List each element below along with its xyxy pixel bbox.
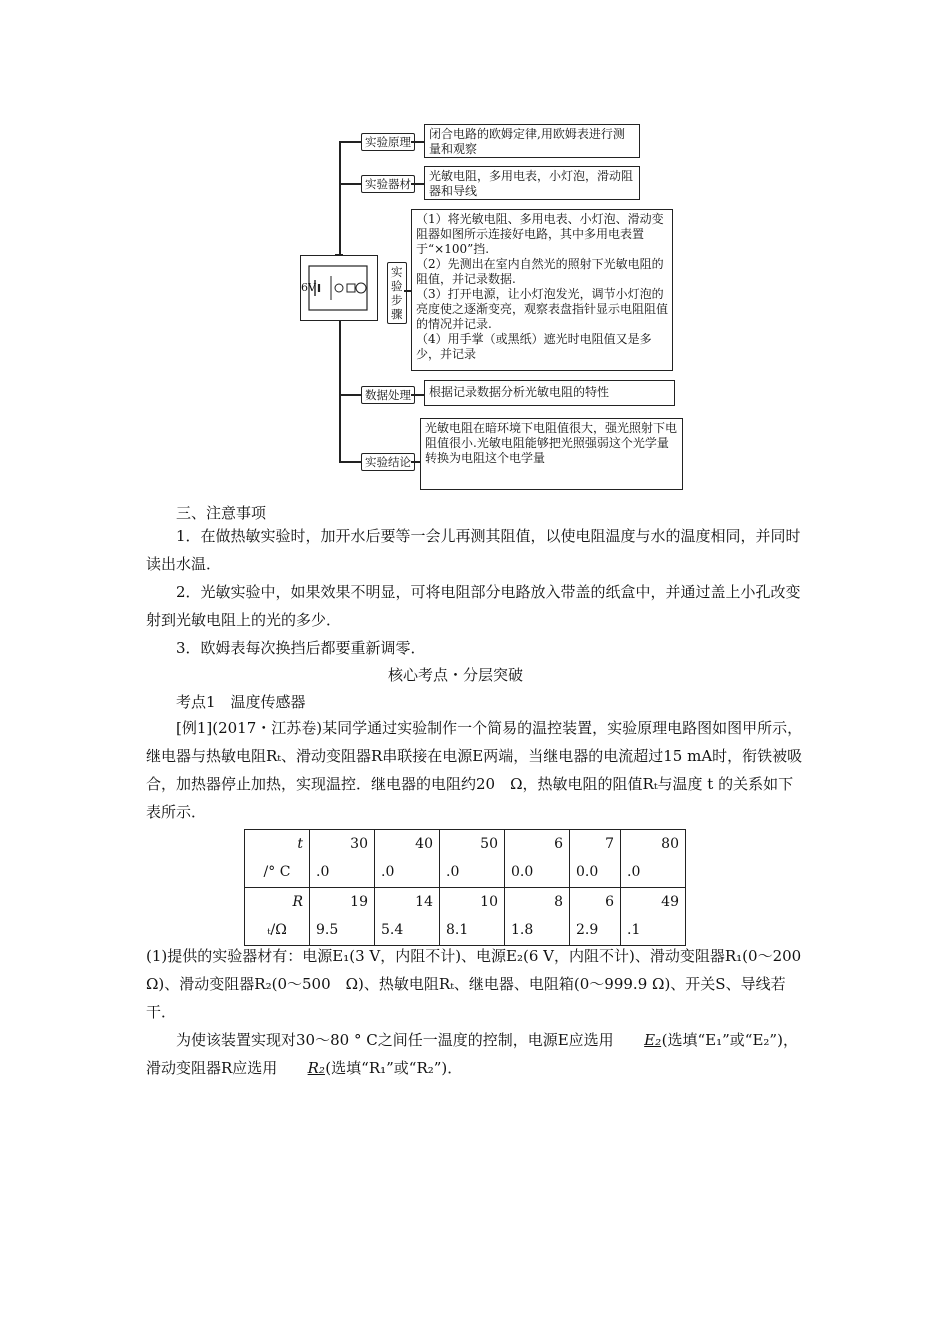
table-header-cell [245, 888, 310, 946]
connector-data [339, 394, 361, 396]
cell-bottom: 0.0 [511, 864, 534, 880]
cell-top: 40 [415, 836, 433, 852]
topic-heading: 考点1 温度传感器 [176, 693, 306, 711]
cell-top: 7 [605, 836, 614, 852]
cell-top: 50 [480, 836, 498, 852]
steps-label: 实验步骤 [387, 262, 407, 324]
table-cell [440, 888, 505, 946]
principle-box: 闭合电路的欧姆定律,用欧姆表进行测量和观察 [424, 124, 640, 158]
arrow-principle [411, 141, 424, 143]
cell-bottom: 8.1 [446, 922, 469, 938]
table-row [245, 830, 686, 888]
circuit-diagram [300, 255, 378, 321]
header-t: t [297, 836, 303, 852]
cell-top: 6 [554, 836, 563, 852]
header-t-unit: /° C [263, 864, 291, 880]
question-1: (1)提供的实验器材有：电源E₁(3 V，内阻不计)、电源E₂(6 V，内阻不计)、滑动变阻器R₁(0～200 Ω)、滑动变阻器R₂(0～500 Ω)、热敏电阻Rₜ、继电器、电阻箱(0～999.9 Ω)、开关S、导线若干． [146, 947, 817, 1021]
cell-top: 30 [350, 836, 368, 852]
notes-heading: 三、注意事项 [176, 504, 267, 522]
note-2: 2．光敏实验中，如果效果不明显，可将电阻部分电路放入带盖的纸盒中，并通过盖上小孔改变射到光敏电阻上的光的多少． [146, 583, 801, 629]
cell-top: 19 [350, 894, 368, 910]
table-cell [621, 888, 686, 946]
cell-bottom: 5.4 [381, 922, 404, 938]
cell-bottom: .0 [381, 864, 395, 880]
arrow-equipment [411, 183, 424, 185]
cell-bottom: .1 [627, 922, 641, 938]
table-cell [570, 830, 621, 888]
resistance-table [244, 829, 686, 946]
cell-top: 14 [415, 894, 433, 910]
q-text-b: (选填“E₁”或“E₂”)，滑动变阻器R应选用 [146, 1031, 798, 1077]
table-cell [375, 888, 440, 946]
table-cell [570, 888, 621, 946]
table-cell [440, 830, 505, 888]
step-3: （3）打开电源，让小灯泡发光，调节小灯泡的亮度使之逐渐变亮，观察表盘指针显示电阻阻值的情况并记录. [416, 287, 669, 331]
cell-top: 80 [661, 836, 679, 852]
cell-top: 49 [661, 894, 679, 910]
q-text-a: 为使该装置实现对30～80 ° C之间任一温度的控制，电源E应选用 [176, 1031, 614, 1049]
note-3: 3．欧姆表每次换挡后都要重新调零． [176, 639, 426, 657]
table-cell [505, 830, 570, 888]
cell-bottom: 1.8 [511, 922, 534, 938]
section-title: 核心考点・分层突破 [388, 666, 524, 684]
connector-conclusion [339, 461, 361, 463]
equipment-label: 实验器材 [361, 175, 415, 193]
step-4: （4）用手掌（或黑纸）遮光时电阻值又是多少，并记录 [416, 332, 652, 361]
example-text: [例1](2017・江苏卷)某同学通过实验制作一个简易的温控装置，实验原理电路图如图甲所示，继电器与热敏电阻Rₜ、滑动变阻器R串联接在电源E两端，当继电器的电流超过15 mA时，衔铁被吸合，加热器停止加热，实现温控．继电器的电阻约20 Ω，热敏电阻的阻值Rₜ与温度 t 的关系如下表所示． [146, 719, 803, 821]
cell-bottom: .0 [627, 864, 641, 880]
equipment-box: 光敏电阻，多用电表，小灯泡，滑动阻器和导线 [424, 166, 640, 200]
cell-bottom: .0 [446, 864, 460, 880]
step-2: （2）先测出在室内自然光的照射下光敏电阻的阻值，并记录数据. [416, 257, 664, 286]
step-1: （1）将光敏电阻、多用电表、小灯泡、滑动变阻器如图所示连接好电路，其中多用电表置于“×100”挡. [416, 212, 664, 256]
table-row [245, 888, 686, 946]
principle-label: 实验原理 [361, 133, 415, 151]
note-1: 1．在做热敏实验时，加开水后要等一会儿再测其阻值，以使电阻温度与水的温度相同，并同时读出水温． [146, 527, 801, 573]
table-cell [310, 888, 375, 946]
arrow-data [411, 394, 424, 396]
data-box: 根据记录数据分析光敏电阻的特性 [424, 380, 675, 406]
header-r: R [292, 894, 303, 910]
table-header-cell [245, 830, 310, 888]
cell-bottom: 2.9 [576, 922, 599, 938]
circuit-voltage: 6V [301, 281, 316, 294]
data-label: 数据处理 [361, 386, 415, 404]
table-cell [310, 830, 375, 888]
table-cell [505, 888, 570, 946]
cell-top: 10 [480, 894, 498, 910]
conclusion-box: 光敏电阻在暗环境下电阻值很大，强光照射下电阻值很小.光敏电阻能够把光照强弱这个光学量转换为电阻这个电学量 [420, 418, 683, 490]
cell-bottom: 0.0 [576, 864, 599, 880]
header-r-unit: ₜ/Ω [267, 922, 287, 938]
cell-top: 6 [605, 894, 614, 910]
question-1-choice [146, 1026, 806, 1082]
steps-box [411, 209, 673, 371]
cell-bottom: 9.5 [316, 922, 339, 938]
cell-top: 8 [554, 894, 563, 910]
table-cell [375, 830, 440, 888]
answer-power-source: E₂ [644, 1031, 662, 1049]
table-cell [621, 830, 686, 888]
connector-principle [339, 141, 361, 143]
connector-equipment [339, 183, 361, 185]
conclusion-label: 实验结论 [361, 453, 415, 471]
q-text-c: (选填“R₁”或“R₂”)． [325, 1059, 463, 1077]
cell-bottom: .0 [316, 864, 330, 880]
answer-rheostat: R₂ [307, 1059, 325, 1077]
